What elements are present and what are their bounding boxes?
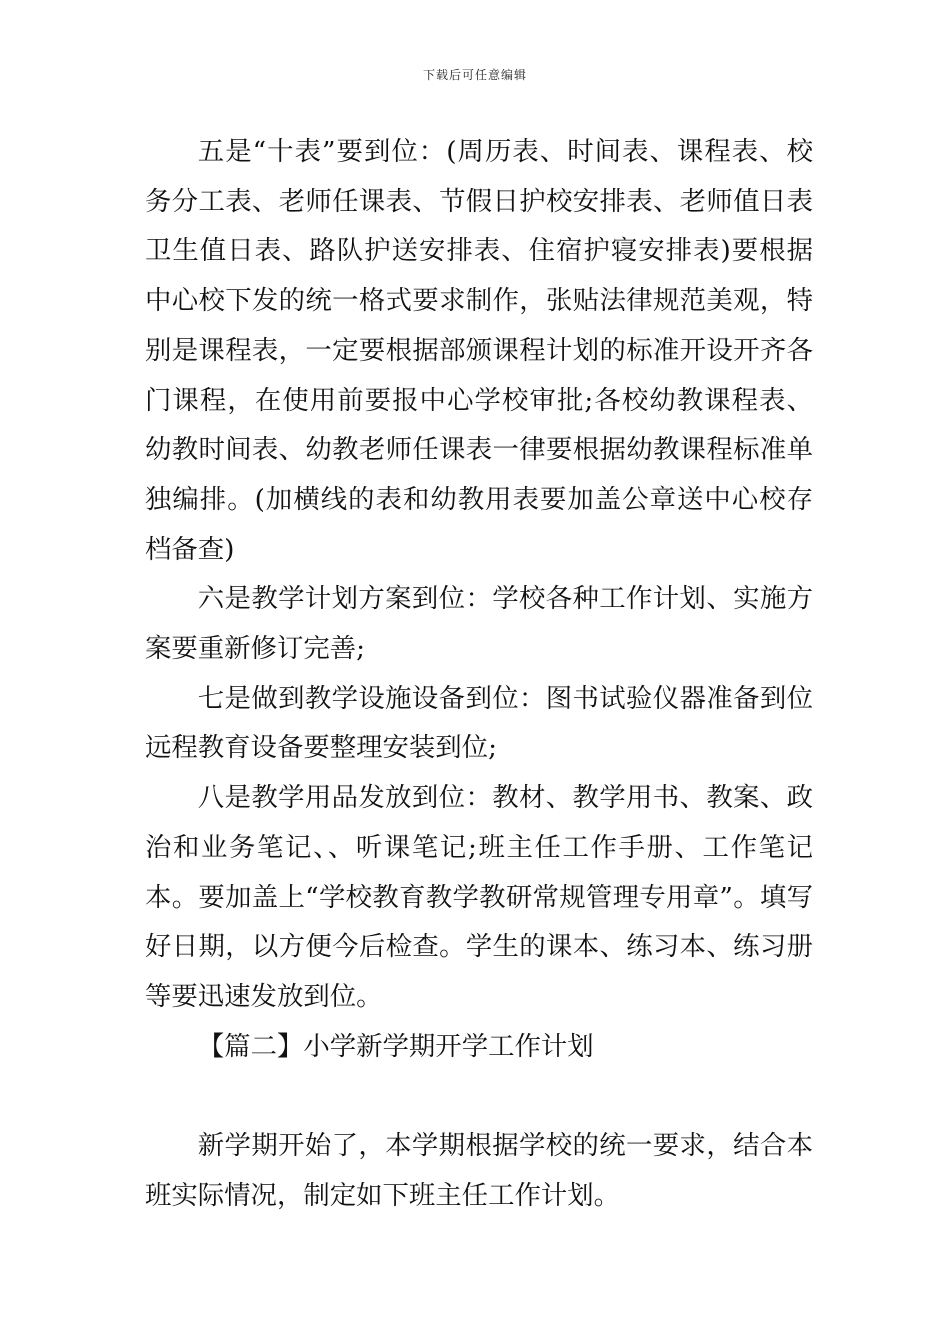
document-body (145, 127, 813, 1220)
paragraph-new-semester: 新学期开始了，本学期根据学校的统一要求，结合本班实际情况，制定如下班主任工作计划。 (145, 1130, 813, 1211)
paragraph-teaching-facilities: 七是做到教学设施设备到位：图书试验仪器准备到位远程教育设备要整理安装到位; (145, 682, 813, 764)
paragraph-ten-tables: 五是“十表”要到位：(周历表、时间表、课程表、校务分工表、老师任课表、节假日护校安排表、老师值日表卫生值日表、路队护送安排表、住宿护寝安排表)要根据中心校下发的统一格式要求制作，张贴法律规范美观，特别是课程表，一定要根据部颁课程计划的标准开设开齐各门课程，在使用前要报中心学校审批;各校幼教课程表、幼教时间表、幼教老师任课表一律要根据幼教课程标准单独编排。(加横线的表和幼教用表要加盖公章送中心校存档备查) (145, 136, 813, 565)
paragraph-teaching-supplies: 八是教学用品发放到位：教材、教学用书、教案、政治和业务笔记、、听课笔记;班主任工作手册、工作笔记本。要加盖上“学校教育教学教研常规管理专用章”。填写好日期，以方便今后检查。学生的课本、练习本、练习册等要迅速发放到位。 (145, 782, 813, 1012)
header-note: 下载后可任意编辑 (422, 68, 527, 82)
section-heading: 【篇二】小学新学期开学工作计划 (197, 1030, 594, 1062)
paragraph-teaching-plans: 六是教学计划方案到位：学校各种工作计划、实施方案要重新修订完善; (145, 583, 813, 665)
